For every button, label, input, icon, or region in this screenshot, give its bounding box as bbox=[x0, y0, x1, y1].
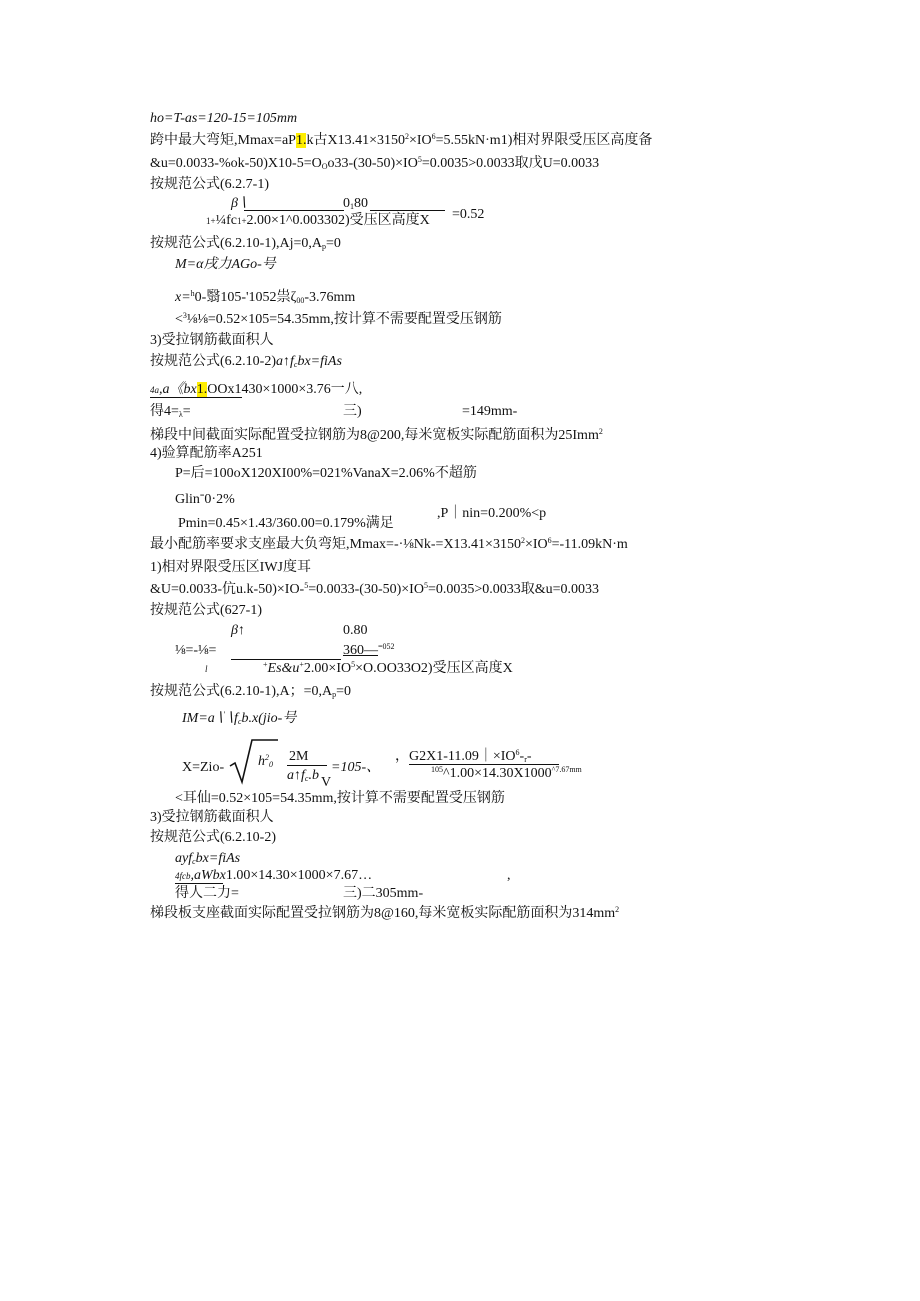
superscript: 105 bbox=[431, 765, 443, 774]
text-run: 0 bbox=[343, 196, 350, 211]
text-run: Glin bbox=[175, 492, 200, 507]
formula-denominator bbox=[263, 661, 513, 677]
code-formula-ref: 按规范公式(627-1) bbox=[150, 603, 262, 618]
subscript: c bbox=[237, 717, 242, 726]
text-run: 《bx bbox=[169, 382, 197, 397]
support-moment-line bbox=[150, 537, 628, 553]
text-run: ,aWbx bbox=[190, 868, 226, 883]
subscript: 1 bbox=[350, 202, 354, 211]
fraction-denominator bbox=[287, 768, 319, 784]
text-run: o33-(30-50)×IO bbox=[327, 156, 418, 171]
text-run: 0- bbox=[194, 290, 207, 305]
support-calc-numerator bbox=[395, 749, 532, 765]
subscript: λ bbox=[178, 410, 183, 419]
fraction-bar bbox=[244, 210, 344, 211]
superscript: 5 bbox=[423, 581, 428, 590]
text-run: 1.00×14.30×1000×7.67… bbox=[225, 868, 373, 883]
superscript: 5 bbox=[304, 581, 309, 590]
support-reinforcement-line bbox=[150, 906, 619, 922]
text-run: a↑f bbox=[287, 768, 305, 783]
formula-numerator-beta: β↑ bbox=[231, 623, 245, 638]
text-run: < bbox=[175, 312, 183, 327]
superscript: 5 bbox=[417, 155, 422, 164]
code-formula-ref bbox=[150, 354, 342, 370]
text-run: ⅛ bbox=[186, 312, 198, 327]
text-run: 按规范公式(6.2.10-2) bbox=[150, 354, 276, 369]
text-run: 360— bbox=[343, 643, 378, 658]
text-run: ×IO bbox=[408, 133, 432, 148]
text-run: =0.0033-(30-50)×IO bbox=[308, 582, 424, 597]
subscript: c bbox=[304, 774, 309, 783]
text-run: 跨中最大弯矩,Mmax=aP bbox=[150, 133, 296, 148]
formula-denominator bbox=[206, 213, 430, 229]
text-run: ∖f bbox=[225, 711, 238, 726]
formula-numerator-value: 0.80 bbox=[343, 623, 368, 638]
text-run: &u=0.0033-%ok-50)X10-5=O bbox=[150, 156, 322, 171]
radicand bbox=[258, 754, 273, 770]
text-run: ,a bbox=[159, 382, 170, 397]
superscript: ' bbox=[223, 710, 226, 719]
superscript: + bbox=[263, 660, 268, 669]
text-run: =-11.09kN·m bbox=[551, 537, 628, 552]
text-run: .b bbox=[308, 768, 319, 783]
text-run: 1+ bbox=[236, 216, 247, 226]
text-run: -3.76mm bbox=[304, 290, 356, 305]
text-run: b.x(jio-号 bbox=[241, 711, 297, 726]
text-run: 最小配筋率要求支座最大负弯矩,Mmax=-·⅛Nk-=X13.41×3150 bbox=[150, 537, 521, 552]
text-run: a↑f bbox=[276, 354, 294, 369]
text-run: ×IO bbox=[524, 537, 548, 552]
section-heading: 4)验算配筋率A251 bbox=[150, 446, 263, 461]
text-run: ⅛=0.52×105=54.35mm,按计算不需要配置受压钢筋 bbox=[197, 312, 502, 327]
text-run: OOx1430×1000×3.76一八, bbox=[207, 382, 363, 397]
text-run: bx=fiAs bbox=[297, 354, 342, 369]
superscript: 6 bbox=[515, 748, 520, 757]
steel-area-result-bracket: 三) bbox=[343, 404, 362, 419]
superscript: 2 bbox=[265, 753, 269, 762]
text-run: 0·2% bbox=[204, 492, 235, 507]
code-formula-ref: 按规范公式(6.2.10-2) bbox=[150, 830, 276, 845]
steel-area-result-label bbox=[150, 404, 191, 420]
text-run: 得4= bbox=[150, 404, 179, 419]
text-run: ，G2X1-11.09｜×IO bbox=[395, 749, 516, 764]
relative-height-formula: ⅛=-⅛= bbox=[175, 643, 217, 658]
highlighted-text: 1. bbox=[196, 382, 208, 397]
min-ratio-check: ,P｜nin=0.200%<p bbox=[437, 506, 547, 521]
superscript: + bbox=[299, 660, 304, 669]
superscript: 6 bbox=[431, 132, 436, 141]
text-run: IM=a∖ bbox=[182, 711, 224, 726]
text-run: ¼fc bbox=[215, 213, 237, 228]
subscript: p bbox=[322, 242, 326, 251]
text-run: Es&u bbox=[267, 661, 300, 676]
text-run: 4fcb bbox=[175, 871, 191, 881]
text-run: =5.55kN·m1)相对界限受压区高度备 bbox=[435, 133, 653, 148]
section-heading: 1)相对界限受压区IWJ度耳 bbox=[150, 560, 311, 575]
formula-denominator bbox=[205, 661, 208, 677]
fraction-bar bbox=[370, 210, 445, 211]
fraction-bar bbox=[231, 659, 341, 660]
superscript: = bbox=[199, 491, 205, 500]
highlighted-text: 1. bbox=[295, 133, 307, 148]
subscript: r bbox=[524, 755, 527, 764]
superscript: ^7.67mm bbox=[551, 765, 582, 774]
superscript: 2 bbox=[404, 132, 409, 141]
text-run: 2.00×1^0.003302)受压区高度X bbox=[246, 213, 430, 228]
superscript: 5 bbox=[351, 660, 356, 669]
result-prefix: =105-、 bbox=[331, 760, 381, 775]
text-run: ^1.00×14.30X1000 bbox=[443, 766, 552, 781]
subscript: O bbox=[321, 162, 328, 171]
subscript: 0 bbox=[269, 760, 273, 769]
superscript: 2 bbox=[615, 905, 620, 914]
steel-area-result-value: =149mm- bbox=[462, 404, 518, 419]
subscript: 00 bbox=[296, 296, 305, 305]
compression-depth-line bbox=[175, 290, 355, 306]
text-run: 80 bbox=[354, 196, 368, 211]
text-run: 梯段中间截面实际配置受拉钢筋为8@200,每米宽板实际配筋面积为25Imm bbox=[150, 428, 599, 443]
text-run: k古X13.41×3150 bbox=[306, 133, 405, 148]
superscript: 6 bbox=[547, 536, 552, 545]
check-line: <耳仙=0.52×105=54.35mm,按计算不需要配置受压钢筋 bbox=[175, 791, 505, 806]
fraction-bar bbox=[287, 765, 327, 766]
text-run: 翳105-'1052祟ζ bbox=[206, 290, 297, 305]
ratio-line: P=后=100oX120XI00%=021%VanaX=2.06%不超筋 bbox=[175, 466, 477, 481]
x-label: X=Zio- bbox=[182, 760, 225, 775]
text-run: =0.0035>0.0033取戊U=0.0033 bbox=[421, 156, 600, 171]
text-run: - bbox=[526, 749, 532, 764]
text-run: 2.00×IO bbox=[303, 661, 352, 676]
section-heading: 3)受拉钢筋截面积人 bbox=[150, 333, 274, 348]
text-run: 按规范公式(6.2.10-1),A；=0,A bbox=[150, 684, 333, 699]
code-formula-ref: 按规范公式(6.2.7-1) bbox=[150, 177, 269, 192]
formula-numerator-beta: β∖ bbox=[231, 196, 247, 211]
min-ratio-calc: Pmin=0.45×1.43/360.00=0.179%满足 bbox=[178, 516, 394, 531]
text-run: 4a bbox=[150, 385, 159, 395]
fraction-bar bbox=[150, 397, 242, 398]
steel-area-result-label: 得人二力= bbox=[175, 886, 239, 901]
min-ratio-line bbox=[175, 492, 235, 508]
code-formula-ref bbox=[150, 236, 341, 252]
midspan-moment-line bbox=[150, 133, 652, 149]
text-run: =0 bbox=[326, 236, 341, 251]
equilibrium-equation bbox=[175, 851, 240, 867]
text-run: l bbox=[205, 664, 208, 674]
subscript: c bbox=[293, 360, 298, 369]
text-run: ×O.OO33O2)受压区高度X bbox=[355, 661, 513, 676]
superscript: 3 bbox=[182, 311, 187, 320]
fraction-denominator: V bbox=[321, 775, 332, 790]
subscript: c bbox=[192, 857, 196, 866]
effective-depth-line: ho=T-as=120-15=105mm bbox=[150, 111, 298, 126]
text-run: 按规范公式(6.2.10-1),Aj=0,A bbox=[150, 236, 322, 251]
text-run: h bbox=[258, 754, 265, 769]
fraction-denominator bbox=[343, 643, 395, 659]
strain-line bbox=[150, 582, 599, 598]
code-formula-ref bbox=[150, 684, 351, 700]
superscript: =052 bbox=[378, 642, 395, 651]
steel-area-result-value: 三)二305mm- bbox=[343, 886, 424, 901]
steel-area-equation bbox=[175, 868, 372, 884]
text-run: =0 bbox=[336, 684, 352, 699]
support-calc-denominator bbox=[431, 766, 582, 782]
text-run: x= bbox=[175, 290, 191, 305]
text-run: bx=fiAs bbox=[195, 851, 241, 866]
strain-line bbox=[150, 156, 599, 172]
text-run: =0.0035>0.0033取&u=0.0033 bbox=[427, 582, 600, 597]
comma: , bbox=[507, 868, 511, 883]
check-line bbox=[175, 312, 502, 328]
moment-equation bbox=[182, 711, 296, 727]
fraction-numerator: 2M bbox=[289, 749, 309, 764]
text-run: &U=0.0033-伉u.k-50)×IO- bbox=[150, 582, 305, 597]
formula-numerator-value bbox=[343, 196, 368, 212]
text-run: 梯段板支座截面实际配置受拉钢筋为8@160,每米宽板实际配筋面积为314mm bbox=[150, 906, 616, 921]
steel-area-equation bbox=[150, 382, 362, 398]
text-run: - bbox=[519, 749, 525, 764]
moment-equation: M=α戌力AGo-号 bbox=[175, 257, 276, 272]
relative-height-value: =0.52 bbox=[452, 207, 485, 222]
text-run: 1+ bbox=[206, 216, 216, 226]
superscript: 2 bbox=[598, 427, 603, 436]
midspan-reinforcement-line bbox=[150, 428, 603, 444]
superscript: h bbox=[190, 289, 195, 298]
text-run: ayf bbox=[175, 851, 193, 866]
superscript: 2 bbox=[520, 536, 525, 545]
text-run: = bbox=[182, 404, 191, 419]
fraction-bar bbox=[175, 883, 223, 884]
section-heading: 3)受拉钢筋截面积人 bbox=[150, 810, 274, 825]
subscript: p bbox=[332, 690, 337, 699]
